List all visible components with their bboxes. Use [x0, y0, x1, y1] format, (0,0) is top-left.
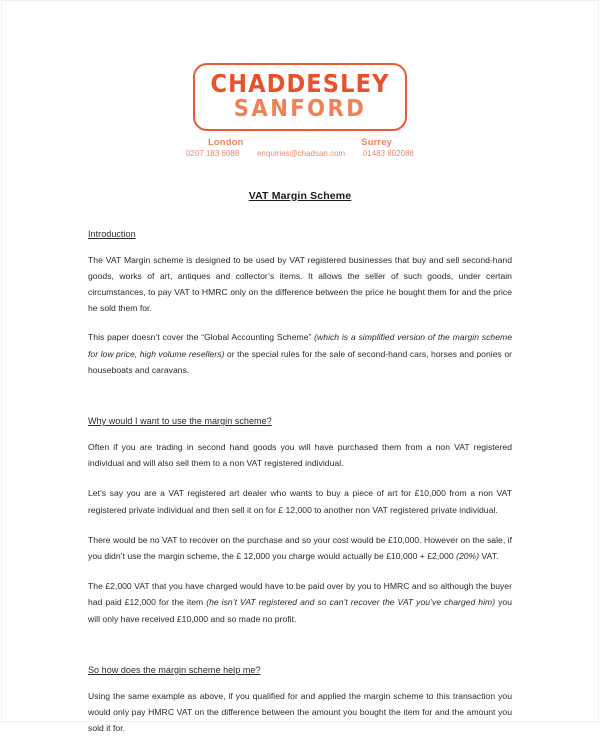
paragraph-why-3-part2: VAT. — [479, 551, 498, 561]
paragraph-why-4-italic: (he isn’t VAT registered and so can’t recover the VAT you’ve charged him) — [206, 597, 495, 607]
paragraph-why-3-part1: There would be no VAT to recover on the purchase and so your cost would be £10,000. However on the sale, if you didn’t use the margin scheme, the £ 12,000 you charge would actually be £10,000 + £2,000 — [88, 535, 512, 561]
paragraph-why-4-part2: you will only have received £10,000 and so made no profit. — [88, 597, 512, 623]
heading-introduction: Introduction — [88, 229, 512, 239]
logo-text-sanford: SANFORD — [203, 98, 396, 121]
paragraph-intro-1: The VAT Margin scheme is designed to be used by VAT registered businesses that buy and sell second-hand goods, works of art, antiques and collector’s items. It allows the seller of such goods, under certain circumstances, to pay VAT to HMRC only on the difference between the price he bought them for and the price he sold them for. — [88, 252, 512, 317]
heading-why-use: Why would I want to use the margin scheme? — [88, 416, 512, 426]
paragraph-why-3 — [88, 532, 512, 564]
phone-surrey: 01483 802088 — [363, 149, 414, 158]
paragraph-how-1: Using the same example as above, if you qualified for and applied the margin scheme to this transaction you would only pay HMRC VAT on the difference between the amount you bought the item for and the amount you sold it for. — [88, 688, 512, 736]
office-city-surrey: Surrey — [361, 137, 392, 148]
paragraph-why-2: Let’s say you are a VAT registered art dealer who wants to buy a piece of art for £10,000 from a non VAT registered private individual and then sell it on for £ 12,000 to another non VAT registered private individual. — [88, 485, 512, 517]
paragraph-intro-2 — [88, 329, 512, 378]
paragraph-why-4 — [88, 578, 512, 627]
contact-details-row — [186, 149, 414, 158]
paragraph-intro-2-italic: (which is a simplified version of the margin scheme for low price, high volume resellers) — [88, 332, 512, 358]
paragraph-why-4-part1: The £2,000 VAT that you have charged would have to be paid over by you to HMRC and so although the buyer had paid £12,000 for the item — [88, 581, 512, 607]
contact-cities-row — [186, 137, 414, 148]
paragraph-why-3-italic: (20%) — [456, 551, 479, 561]
page-title: VAT Margin Scheme — [88, 190, 512, 202]
paragraph-why-1: Often if you are trading in second hand goods you will have purchased them from a non VAT registered individual and will also sell them to a non VAT registered individual. — [88, 439, 512, 471]
office-city-london: London — [208, 137, 243, 148]
section-spacer-2 — [88, 627, 512, 638]
company-logo — [193, 63, 407, 131]
letterhead — [2, 1, 598, 158]
paragraph-intro-2-part1: This paper doesn’t cover the “Global Accounting Scheme” — [88, 332, 314, 342]
logo-text-chaddesley: CHADDESLEY — [203, 72, 396, 97]
heading-how-helps: So how does the margin scheme help me? — [88, 665, 512, 675]
document-page — [1, 0, 599, 722]
document-body — [2, 190, 598, 736]
paragraph-intro-2-part2: or the special rules for the sale of second-hand cars, horses and ponies or houseboats and caravans. — [88, 349, 512, 375]
email-address[interactable]: enquiries@chadsan.com — [257, 149, 345, 158]
phone-london: 0207 183 6088 — [186, 149, 239, 158]
contact-block — [186, 137, 414, 158]
section-spacer — [88, 378, 512, 389]
